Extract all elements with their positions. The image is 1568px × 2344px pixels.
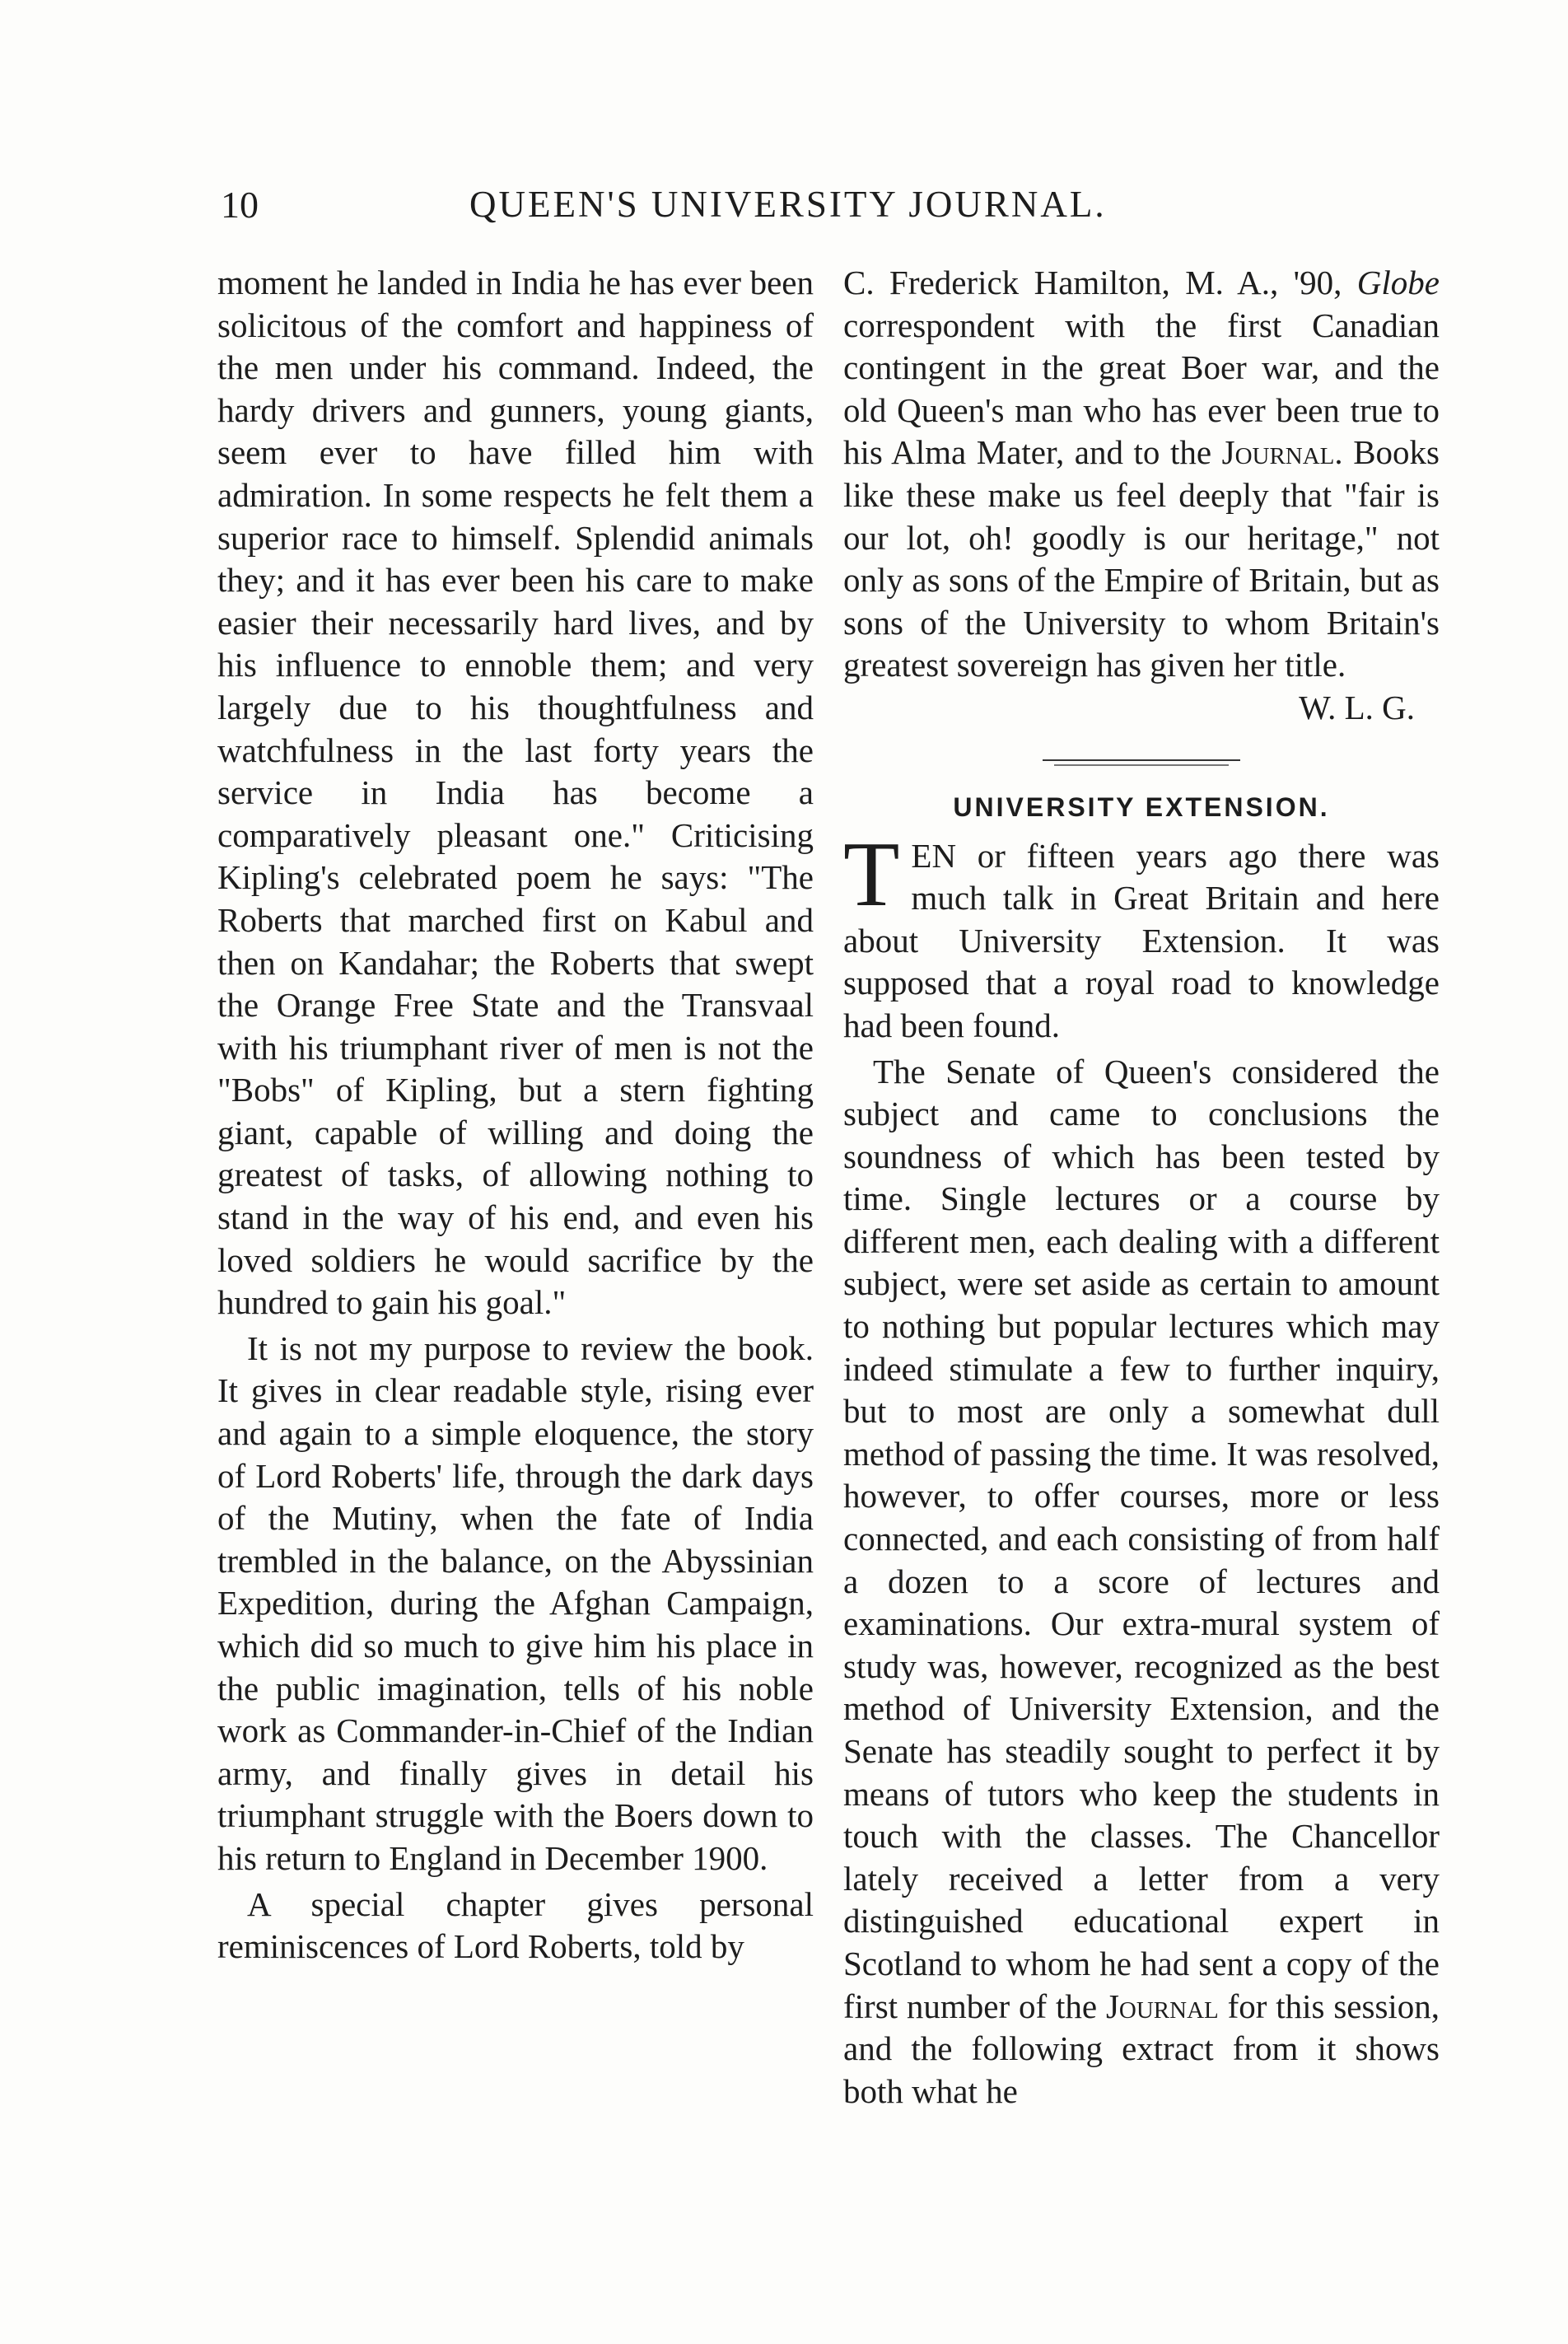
right-p2-text: EN or fifteen years ago there was much talk in Great Britain and here about University Extension. It was supposed that a royal road to knowledge had been found.: [843, 836, 1440, 1044]
right-paragraph-3: [843, 1051, 1440, 2113]
left-paragraph-2: It is not my purpose to review the book. It gives in clear readable style, rising ever and again to a simple eloquence, the story of Lord Roberts' life, through the dark days of the Mutiny, when the fate of India trembled in the balance, on the Abyssinian Expedition, during the Afghan Campaign, which did so much to give him his place in the public imagination, tells of his noble work as Commander-in-Chief of the Indian army, and finally gives in detail his triumphant struggle with the Boers down to his return to England in December 1900.: [217, 1328, 814, 1877]
right-paragraph-1: [843, 262, 1440, 687]
page-number: 10: [221, 184, 259, 226]
journal-name-smallcaps: Journal.: [1221, 433, 1343, 472]
right-column: [843, 262, 1440, 2113]
left-column: [217, 262, 814, 1968]
running-head-title: QUEEN'S UNIVERSITY JOURNAL.: [469, 184, 1107, 225]
right-p1-closing: Books like these make us feel deeply that "fair is our lot, oh! goodly is our heritage," not only as sons of the Empire of Britain, but as sons of the University to whom Britain's greatest sovereign has given her title.: [843, 433, 1440, 684]
right-p1-opening: C. Frederick Hamilton, M. A., '90,: [843, 264, 1342, 301]
right-paragraph-2: [843, 823, 1440, 1048]
globe-newspaper-title: Globe: [1356, 264, 1440, 301]
drop-cap-letter: T: [843, 823, 900, 926]
right-p1-middle: correspondent with the first Canadian contingent in the great Boer war, and the old Queen's man who has ever been true to his Alma Mater, and to the: [843, 306, 1440, 472]
section-heading-university-extension: UNIVERSITY EXTENSION.: [953, 791, 1330, 822]
section-divider-rule: [1043, 758, 1240, 768]
right-p3-closing: for this session, and the following extract from it shows both what he: [843, 1987, 1440, 2110]
journal-name-smallcaps-2: Journal: [1105, 1987, 1219, 2025]
left-paragraph-3: A special chapter gives personal reminiscences of Lord Roberts, told by: [217, 1884, 814, 1966]
author-signature: W. L. G.: [1299, 688, 1415, 726]
right-p3-text: The Senate of Queen's considered the subject and came to conclusions the soundness of which has been tested by time. Single lectures or a course by different men, each dealing with a different subject, were set aside as certain to amount to nothing but popular lectures which may indeed stimulate a few to further inquiry, but to most are only a somewhat dull method of passing the time. It was resolved, however, to offer courses, more or less connected, and each consisting of from half a dozen to a score of lectures and examinations. Our extra-mural system of study was, however, recognized as the best method of University Extension, and the Senate has steadily sought to perfect it by means of tutors who keep the students in touch with the classes. The Chancellor lately received a letter from a very distinguished educational expert in Scotland to whom he had sent a copy of the first number of the: [843, 1052, 1440, 2025]
left-paragraph-1: moment he landed in India he has ever been solicitous of the comfort and happiness of the men under his command. Indeed, the hardy drivers and gunners, young giants, seem ever to have filled him with admiration. In some respects he felt them a superior race to himself. Splendid animals they; and it has ever been his care to make easier their necessarily hard lives, and by his influence to ennoble them; and very largely due to his thoughtfulness and watchfulness in the last forty years the service in India has become a comparatively pleasant one." Criticising Kipling's celebrated poem he says: "The Roberts that marched first on Kabul and then on Kandahar; the Roberts that swept the Orange Free State and the Transvaal with his triumphant river of men is not the "Bobs" of Kipling, but a stern fighting giant, capable of willing and doing the greatest of tasks, of allowing nothing to stand in the way of his end, and even his loved soldiers he would sacrifice by the hundred to gain his goal.": [217, 264, 814, 1322]
